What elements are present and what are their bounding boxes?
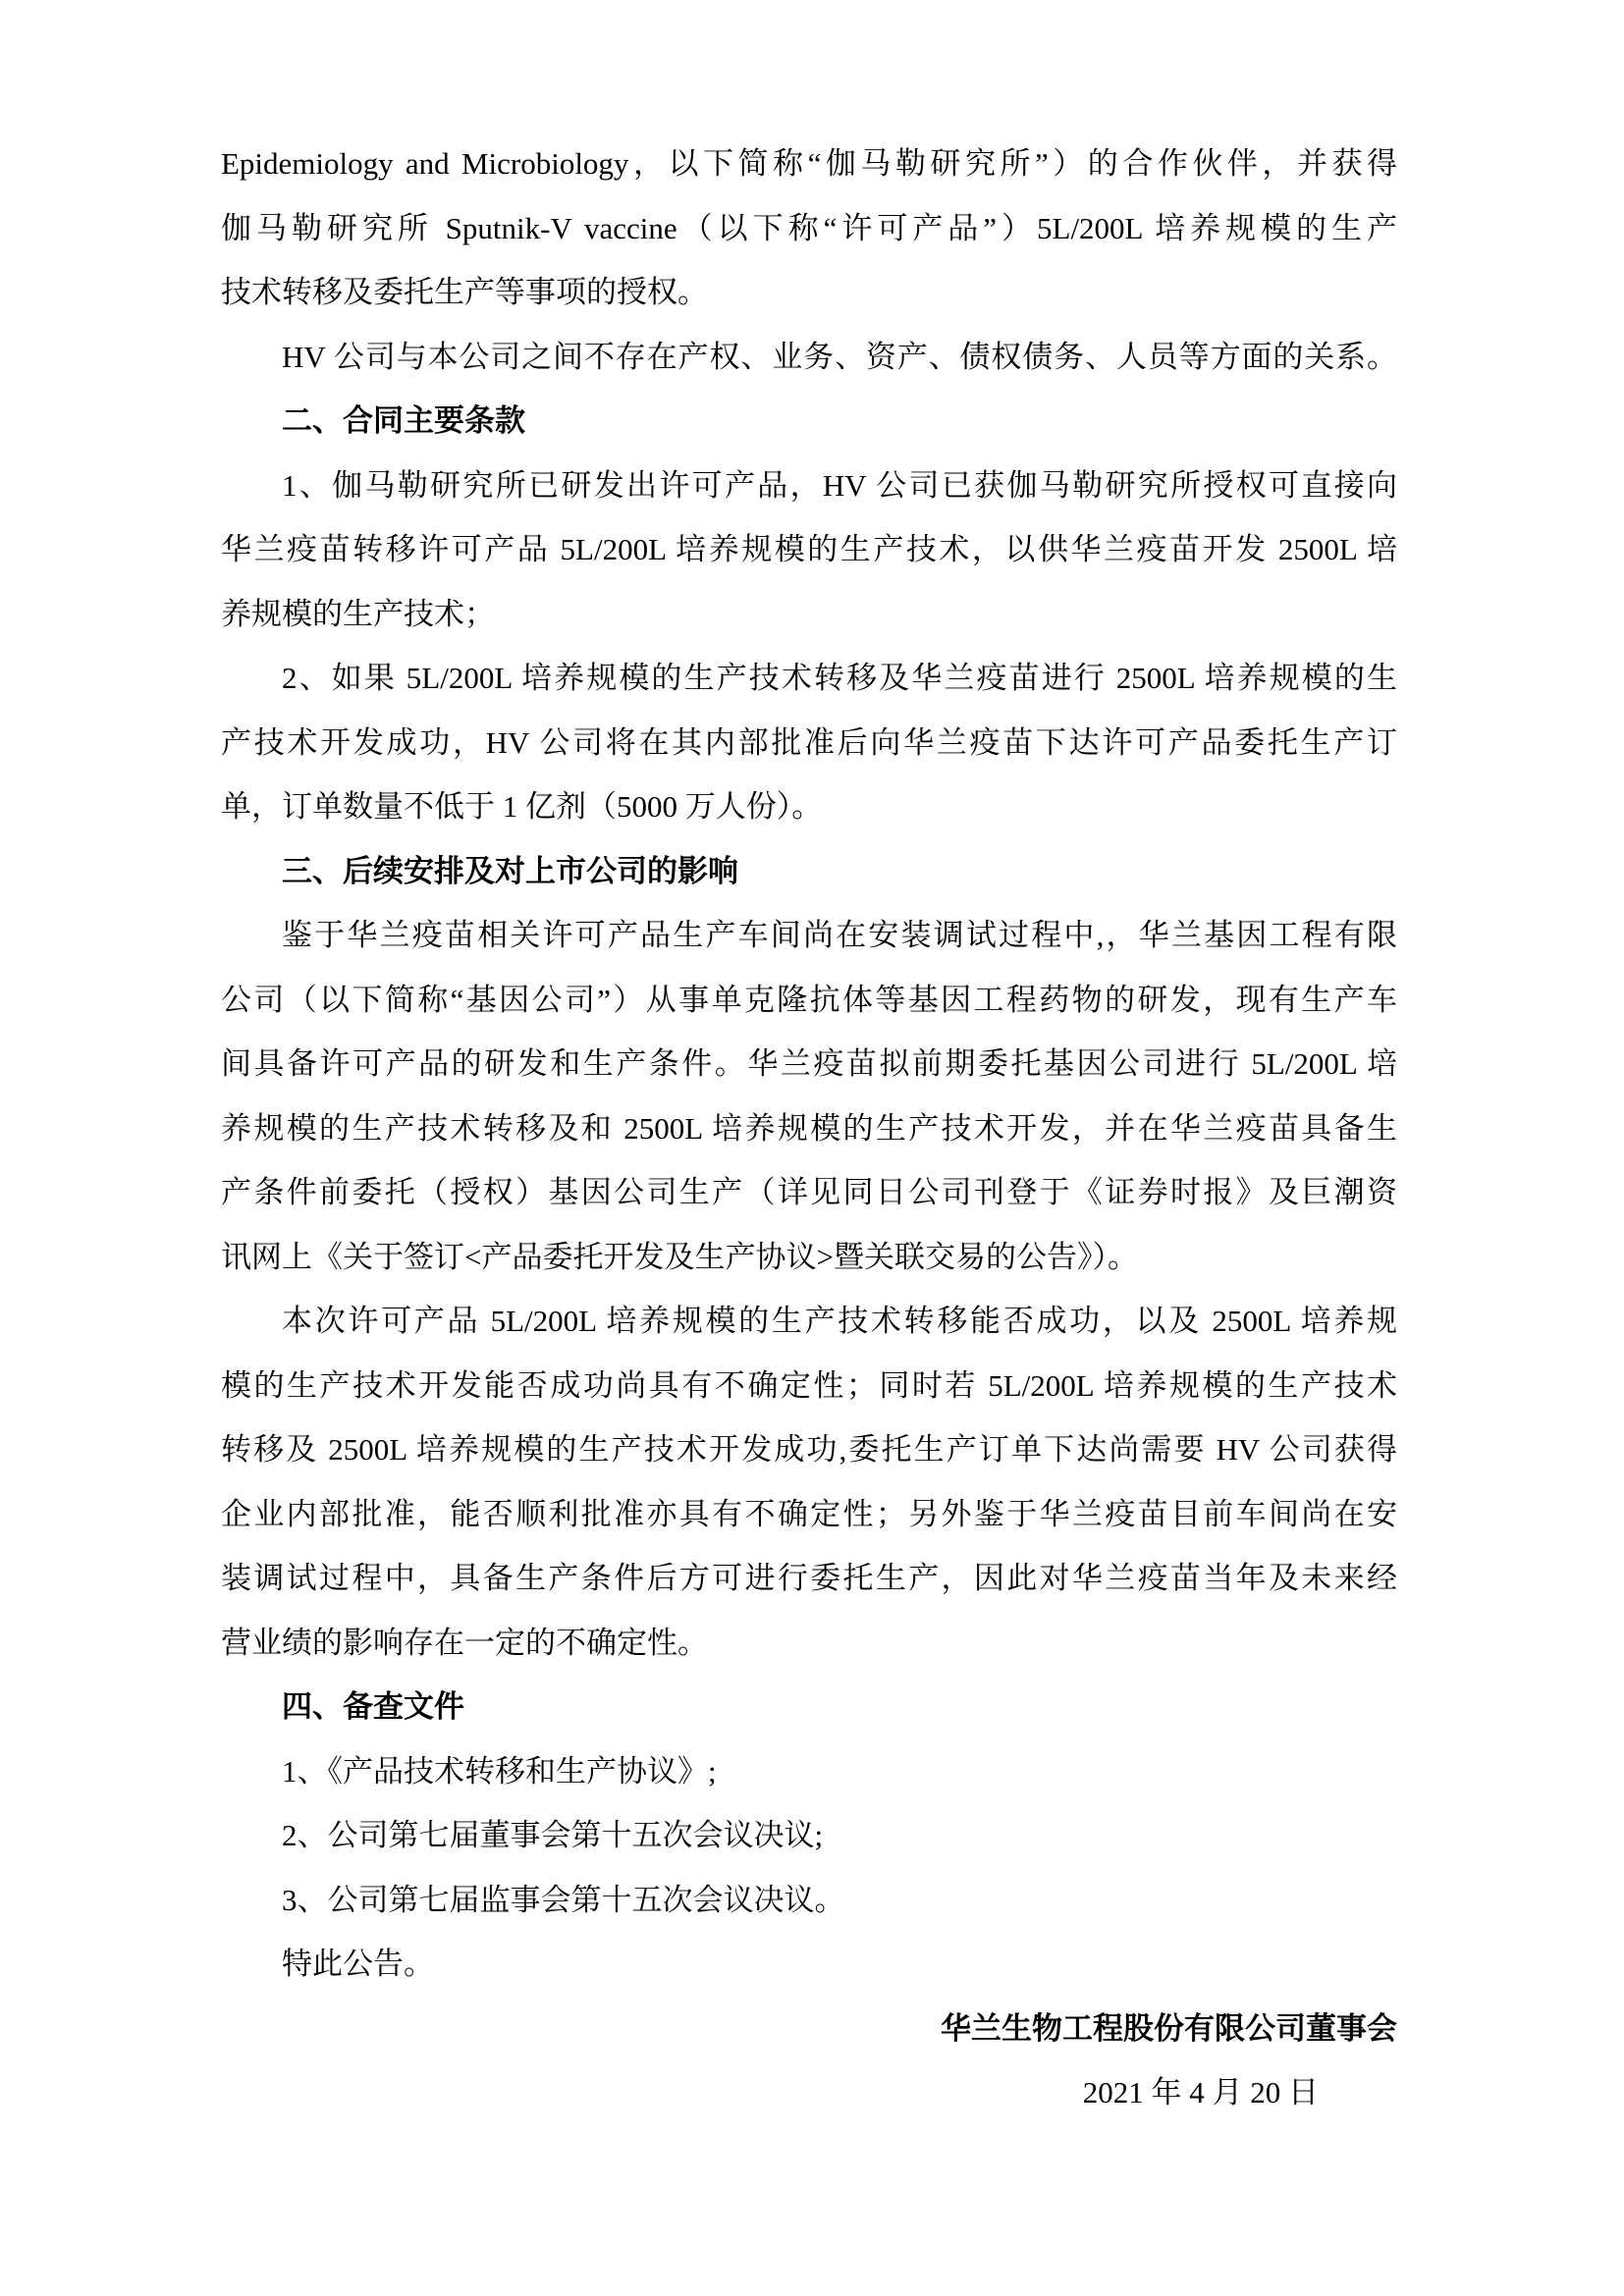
paragraph-line: 养规模的生产技术转移及和 2500L 培养规模的生产技术开发，并在华兰疫苗具备生	[221, 1110, 1397, 1146]
paragraph-line: 本次许可产品 5L/200L 培养规模的生产技术转移能否成功，以及 2500L 培养规	[282, 1304, 1397, 1338]
paragraph-line: 2、如果 5L/200L 培养规模的生产技术转移及华兰疫苗进行 2500L 培养规模的生	[282, 661, 1397, 695]
paragraph-line: 华兰疫苗转移许可产品 5L/200L 培养规模的生产技术，以供华兰疫苗开发 2500L 培	[221, 532, 1397, 566]
paragraph-line: 公司（以下简称“基因公司”）从事单克隆抗体等基因工程药物的研发，现有生产车	[221, 982, 1397, 1017]
paragraph-line: 转移及 2500L 培养规模的生产技术开发成功,委托生产订单下达尚需要 HV 公司获得	[221, 1432, 1397, 1467]
paragraph-end-line: 养规模的生产技术；	[221, 596, 495, 631]
paragraph-line: 间具备许可产品的研发和生产条件。华兰疫苗拟前期委托基因公司进行 5L/200L 培	[221, 1046, 1397, 1081]
paragraph-line: 模的生产技术开发能否成功尚具有不确定性；同时若 5L/200L 培养规模的生产技术	[221, 1367, 1397, 1403]
paragraph-continuation-line: 伽马勒研究所 Sputnik-V vaccine（以下称“许可产品”）5L/200L 培养规模的生产	[221, 210, 1397, 245]
paragraph-line: 1、伽马勒研究所已研发出许可产品，HV 公司已获伽马勒研究所授权可直接向	[282, 467, 1397, 503]
document-body	[221, 132, 1397, 2125]
reference-doc-item: 1、《产品技术转移和生产协议》;	[282, 1753, 717, 1789]
paragraph-line: HV 公司与本公司之间不存在产权、业务、资产、债权债务、人员等方面的关系。	[282, 339, 1397, 374]
section-heading-reference-documents: 四、备查文件	[282, 1689, 464, 1724]
announcement-date: 2021 年 4 月 20 日	[1082, 2075, 1319, 2109]
paragraph-end-line: 讯网上《关于签订<产品委托开发及生产协议>暨关联交易的公告》）。	[221, 1239, 1138, 1274]
paragraph-end-line: 技术转移及委托生产等事项的授权。	[221, 275, 708, 309]
reference-doc-item: 3、公司第七届监事会第十五次会议决议。	[282, 1882, 845, 1917]
reference-doc-item: 2、公司第七届董事会第十五次会议决议;	[282, 1818, 824, 1852]
paragraph-line: 鉴于华兰疫苗相关许可产品生产车间尚在安装调试过程中,，华兰基因工程有限	[282, 918, 1397, 952]
section-heading-contract-terms: 二、合同主要条款	[282, 403, 525, 438]
paragraph-line: 企业内部批准，能否顺利批准亦具有不确定性；另外鉴于华兰疫苗目前车间尚在安	[221, 1496, 1397, 1531]
paragraph-continuation-line: Epidemiology and Microbiology，以下简称“伽马勒研究所”）的合作伙伴，并获得	[221, 146, 1397, 181]
closing-line: 特此公告。	[282, 1947, 434, 1981]
paragraph-end-line: 单，订单数量不低于 1 亿剂（5000 万人份）。	[221, 789, 823, 824]
paragraph-end-line: 营业绩的影响存在一定的不确定性。	[221, 1625, 708, 1660]
section-heading-followup-impact: 三、后续安排及对上市公司的影响	[282, 853, 738, 888]
paragraph-line: 装调试过程中，具备生产条件后方可进行委托生产，因此对华兰疫苗当年及未来经	[221, 1561, 1397, 1595]
paragraph-line: 产条件前委托（授权）基因公司生产（详见同日公司刊登于《证券时报》及巨潮资	[221, 1175, 1397, 1209]
board-signature: 华兰生物工程股份有限公司董事会	[941, 2010, 1397, 2046]
paragraph-line: 产技术开发成功，HV 公司将在其内部批准后向华兰疫苗下达许可产品委托生产订	[221, 724, 1397, 760]
